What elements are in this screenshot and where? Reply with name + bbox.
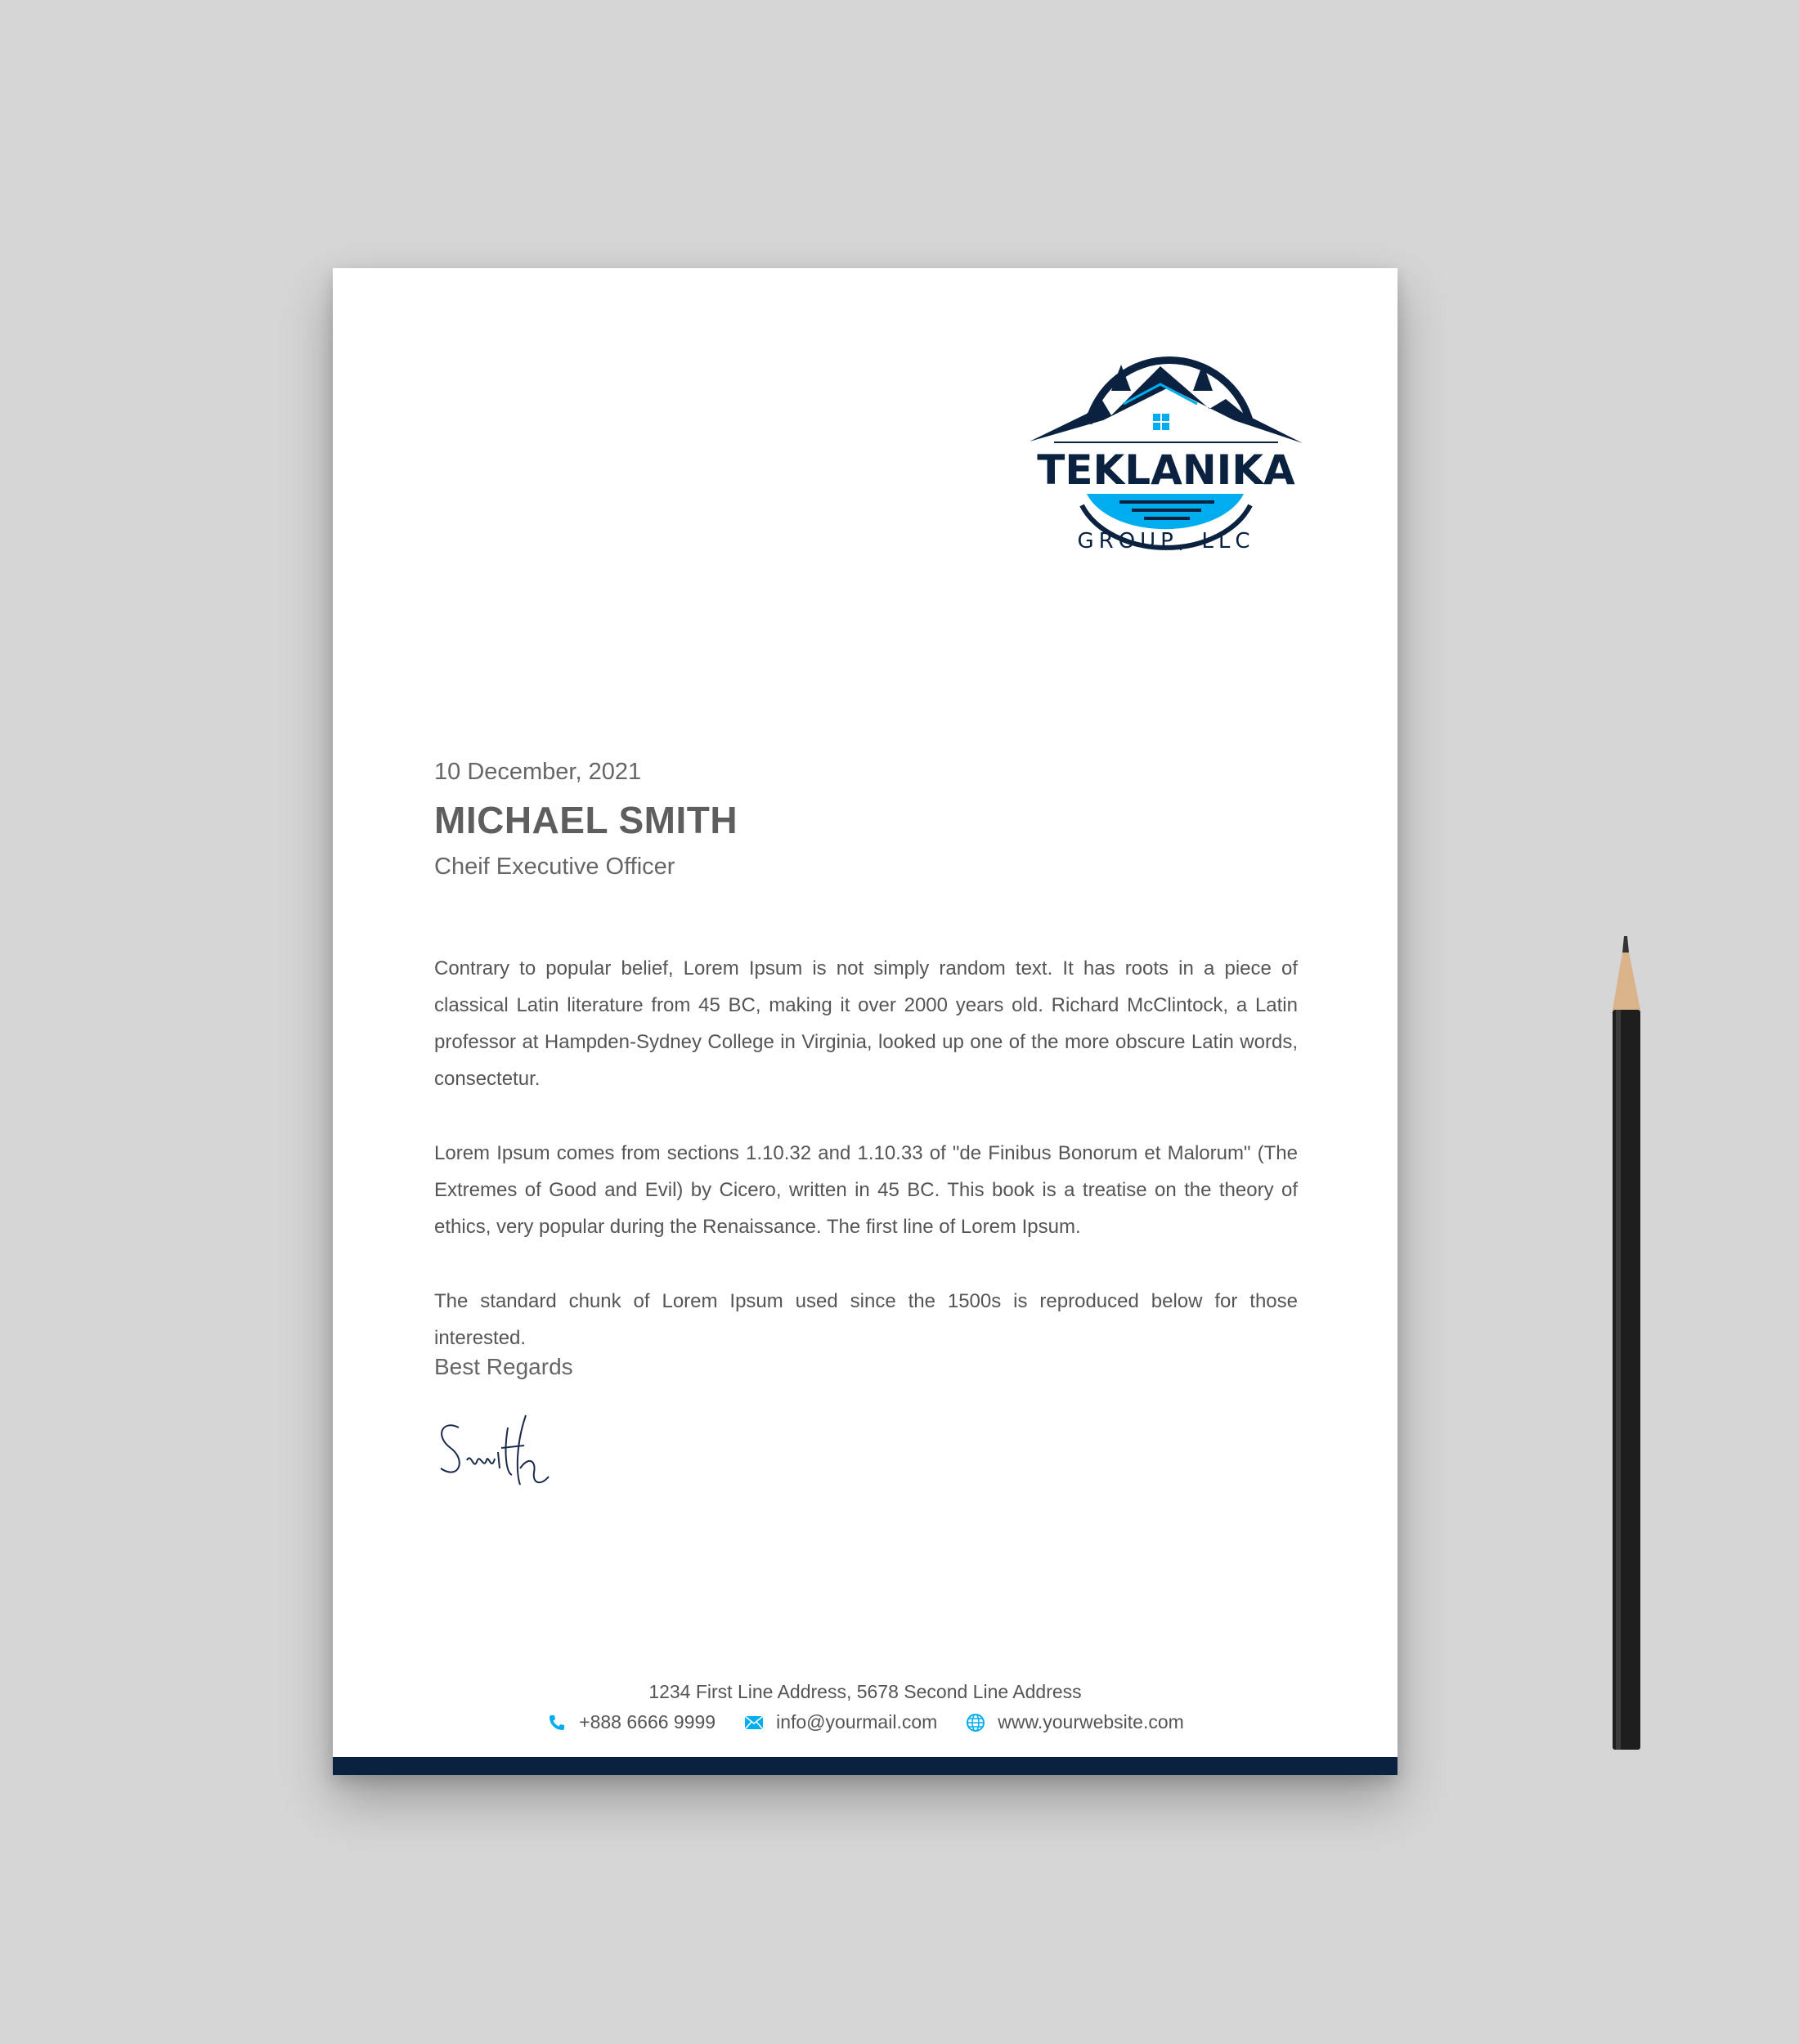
- svg-text:TEKLANIKA: TEKLANIKA: [1037, 446, 1295, 494]
- paragraph: Contrary to popular belief, Lorem Ipsum is not simply random text. It has roots in a piece of classical Latin literature from 45 BC, making it over 2000 years old. Richard McClintock, a Latin professor at Hampden-Sydney College in Virginia, looked up one of the more obscure Latin words, consectetur.: [434, 957, 1298, 1090]
- company-logo: [1030, 342, 1303, 556]
- email-icon: [743, 1712, 765, 1733]
- pencil-image: [1608, 936, 1644, 1754]
- svg-text:GROUP, LLC: GROUP, LLC: [1077, 529, 1255, 554]
- footer-website[interactable]: www.yourwebsite.com: [998, 1711, 1184, 1732]
- footer-email[interactable]: info@yourmail.com: [776, 1711, 938, 1732]
- letterhead-page: [333, 268, 1397, 1775]
- recipient-name: MICHAEL SMITH: [434, 799, 738, 841]
- footer: [333, 1681, 1397, 1733]
- globe-icon: [965, 1712, 986, 1733]
- closing: Best Regards: [434, 1354, 573, 1379]
- phone-icon: [546, 1712, 568, 1733]
- letter-body: [434, 950, 1298, 1394]
- footer-bar: [333, 1757, 1397, 1775]
- letter-date: 10 December, 2021: [434, 759, 642, 785]
- footer-address: 1234 First Line Address, 5678 Second Line Address: [648, 1681, 1082, 1702]
- footer-phone: +888 6666 9999: [579, 1711, 716, 1732]
- paragraph: Lorem Ipsum comes from sections 1.10.32 and 1.10.33 of "de Finibus Bonorum et Malorum" (The Extremes of Good and Evil) by Cicero, written in 45 BC. This book is a treatise on the theory of ethics, very popular during the Renaissance. The first line of Lorem Ipsum.: [434, 1142, 1298, 1238]
- recipient-title: Cheif Executive Officer: [434, 854, 675, 880]
- paragraph: The standard chunk of Lorem Ipsum used since the 1500s is reproduced below for those interested.: [434, 1290, 1298, 1349]
- signature: [434, 1411, 557, 1490]
